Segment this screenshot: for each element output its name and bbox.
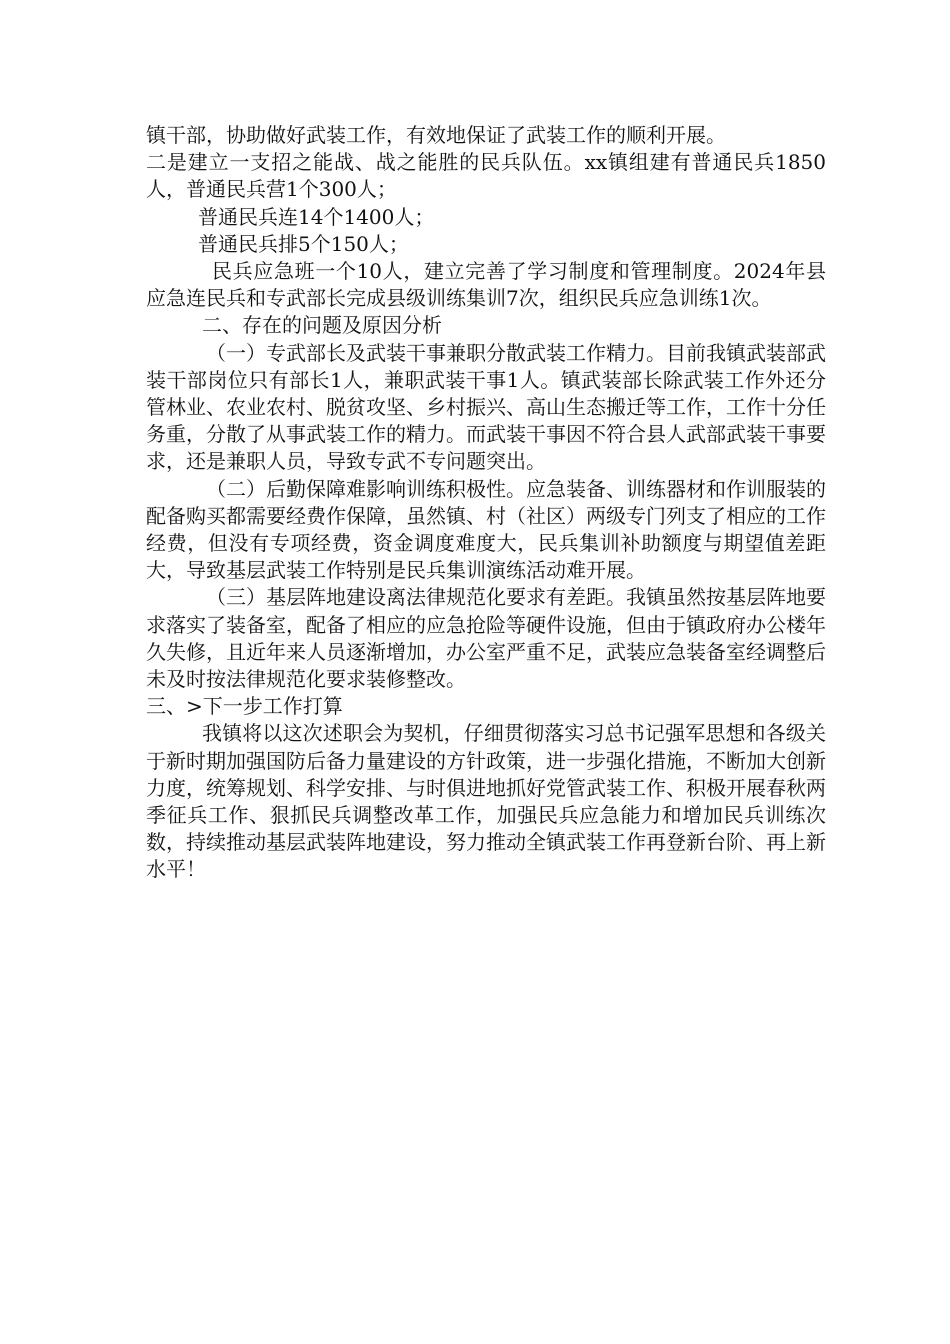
document-body <box>146 122 826 884</box>
section-heading-3: 三、>下一步工作打算 <box>146 694 343 719</box>
paragraph-2: 二是建立一支招之能战、战之能胜的民兵队伍。xx镇组建有普通民兵1850人，普通民兵营1个300人； <box>146 150 826 202</box>
section-heading-2: 二、存在的问题及原因分析 <box>202 313 442 338</box>
paragraph-11: 我镇将以这次述职会为契机，仔细贯彻落实习总书记强军思想和各级关于新时期加强国防后备力量建设的方针政策，进一步强化措施，不断加大创新力度，统筹规划、科学安排、与时俱进地抓好党管武装工作、积极开展春秋两季征兵工作、狠抓民兵调整改革工作，加强民兵应急能力和增加民兵训练次数，持续推动基层武装阵地建设，努力推动全镇武装工作再登新台阶、再上新水平！ <box>146 721 826 882</box>
paragraph-8: （二）后勤保障难影响训练积极性。应急装备、训练器材和作训服装的配备购买都需要经费作保障，虽然镇、村（社区）两级专门列支了相应的工作经费，但没有专项经费，资金调度难度大，民兵集训补助额度与期望值差距大，导致基层武装工作特别是民兵集训演练活动难开展。 <box>146 476 826 583</box>
paragraph-5: 民兵应急班一个10人，建立完善了学习制度和管理制度。2024年县应急连民兵和专武部长完成县级训练集训7次，组织民兵应急训练1次。 <box>146 259 826 311</box>
paragraph-3: 普通民兵连14个1400人； <box>198 204 435 229</box>
paragraph-7: （一）专武部长及武装干事兼职分散武装工作精力。目前我镇武装部武装干部岗位只有部长1人，兼职武装干事1人。镇武装部长除武装工作外还分管林业、农业农村、脱贫攻坚、乡村振兴、高山生态搬迁等工作，工作十分任务重，分散了从事武装工作的精力。而武装干事因不符合县人武部武装干事要求，还是兼职人员，导致专武不专问题突出。 <box>146 340 826 474</box>
paragraph-4: 普通民兵排5个150人； <box>198 231 409 256</box>
paragraph-9: （三）基层阵地建设离法律规范化要求有差距。我镇虽然按基层阵地要求落实了装备室，配备了相应的应急抢险等硬件设施，但由于镇政府办公楼年久失修，且近年来人员逐渐增加，办公室严重不足，武装应急装备室经调整后未及时按法律规范化要求装修整改。 <box>146 585 826 692</box>
paragraph-1: 镇干部，协助做好武装工作，有效地保证了武装工作的顺利开展。 <box>146 123 726 147</box>
